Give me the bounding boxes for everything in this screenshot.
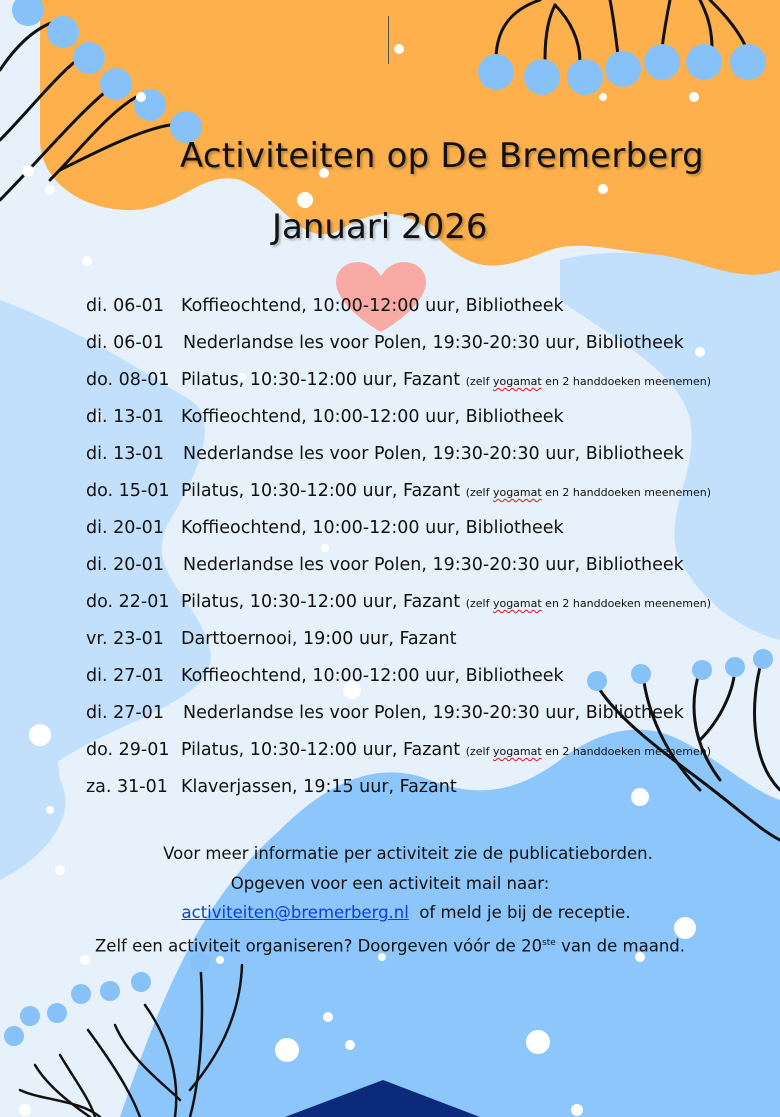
note-pre: (zelf xyxy=(465,486,493,499)
spellcheck-word: yogamat xyxy=(492,745,542,758)
activity-text: Nederlandse les voor Polen, 19:30-20:30 uur, Bibliotheek xyxy=(183,555,684,575)
activity-text: Nederlandse les voor Polen, 19:30-20:30 uur, Bibliotheek xyxy=(183,444,684,464)
activity-row xyxy=(86,552,711,589)
spellcheck-word: yogamat xyxy=(492,375,542,388)
activity-text: Koffieochtend, 10:00-12:00 uur, Bibliotheek xyxy=(181,407,564,427)
activity-text: Koffieochtend, 10:00-12:00 uur, Bibliotheek xyxy=(181,296,564,316)
activity-row xyxy=(86,330,711,367)
footer-info xyxy=(0,841,780,959)
activity-row xyxy=(86,478,711,515)
activity-text: Klaverjassen, 19:15 uur, Fazant xyxy=(181,777,457,797)
footer-line-organize xyxy=(0,930,780,960)
page-subtitle: Januari 2026 xyxy=(272,207,488,247)
footer-line-email xyxy=(32,900,780,930)
spellcheck-word: yogamat xyxy=(492,486,542,499)
activity-row xyxy=(86,737,711,774)
activity-date: do. 22-01 xyxy=(86,592,170,612)
activity-row xyxy=(86,441,711,478)
page-title: Activiteiten op De Bremerberg xyxy=(180,136,704,176)
activity-text: Pilatus, 10:30-12:00 uur, Fazant xyxy=(181,592,461,612)
activity-row xyxy=(86,774,711,811)
activity-note xyxy=(466,486,711,499)
activity-text: Pilatus, 10:30-12:00 uur, Fazant xyxy=(181,370,461,390)
activity-note xyxy=(466,597,711,610)
activity-row xyxy=(86,589,711,626)
activity-date: di. 06-01 xyxy=(86,296,164,316)
note-pre: (zelf xyxy=(465,597,493,610)
note-post: en 2 handdoeken meenemen) xyxy=(541,745,712,758)
activity-date: di. 13-01 xyxy=(86,407,164,427)
note-post: en 2 handdoeken meenemen) xyxy=(541,597,712,610)
footer-line-signup: Opgeven voor een activiteit mail naar: xyxy=(230,873,550,893)
ordinal-suffix: ste xyxy=(542,937,556,948)
activity-row xyxy=(86,515,711,552)
activity-date: di. 20-01 xyxy=(86,555,164,575)
activity-date: di. 13-01 xyxy=(86,444,164,464)
activity-date: di. 27-01 xyxy=(86,666,164,686)
activity-row xyxy=(86,626,711,663)
activity-row xyxy=(86,404,711,441)
activity-row xyxy=(86,293,711,330)
activity-date: di. 27-01 xyxy=(86,703,164,723)
activity-date: di. 20-01 xyxy=(86,518,164,538)
note-pre: (zelf xyxy=(465,375,493,388)
activity-text: Koffieochtend, 10:00-12:00 uur, Bibliotheek xyxy=(181,518,564,538)
activity-date: za. 31-01 xyxy=(86,777,168,797)
activity-text: Nederlandse les voor Polen, 19:30-20:30 uur, Bibliotheek xyxy=(183,333,684,353)
activity-note xyxy=(466,375,711,388)
activity-date: do. 08-01 xyxy=(86,370,170,390)
activity-text: Pilatus, 10:30-12:00 uur, Fazant xyxy=(181,740,461,760)
activity-row xyxy=(86,367,711,404)
activity-text: Nederlandse les voor Polen, 19:30-20:30 uur, Bibliotheek xyxy=(183,703,684,723)
organize-text-end: van de maand. xyxy=(555,936,686,955)
activity-note xyxy=(466,745,711,758)
email-link[interactable]: activiteiten@bremerberg.nl xyxy=(181,903,409,922)
activity-text: Pilatus, 10:30-12:00 uur, Fazant xyxy=(181,481,461,501)
note-pre: (zelf xyxy=(465,745,493,758)
note-post: en 2 handdoeken meenemen) xyxy=(541,375,712,388)
activity-date: do. 15-01 xyxy=(86,481,170,501)
activity-date: do. 29-01 xyxy=(86,740,170,760)
activity-text: Koffieochtend, 10:00-12:00 uur, Bibliotheek xyxy=(181,666,564,686)
activity-row xyxy=(86,663,711,700)
note-post: en 2 handdoeken meenemen) xyxy=(541,486,712,499)
spellcheck-word: yogamat xyxy=(492,597,542,610)
organize-text: Zelf een activiteit organiseren? Doorgeven vóór de 20 xyxy=(94,936,543,955)
footer-line-reception: of meld je bij de receptie. xyxy=(408,903,631,922)
text-cursor xyxy=(388,16,389,64)
activity-date: vr. 23-01 xyxy=(86,629,164,649)
activity-text: Darttoernooi, 19:00 uur, Fazant xyxy=(181,629,457,649)
activity-list xyxy=(86,293,711,811)
footer-line-info: Voor meer informatie per activiteit zie de publicatieborden. xyxy=(163,844,653,863)
activity-row xyxy=(86,700,711,737)
activity-date: di. 06-01 xyxy=(86,333,164,353)
